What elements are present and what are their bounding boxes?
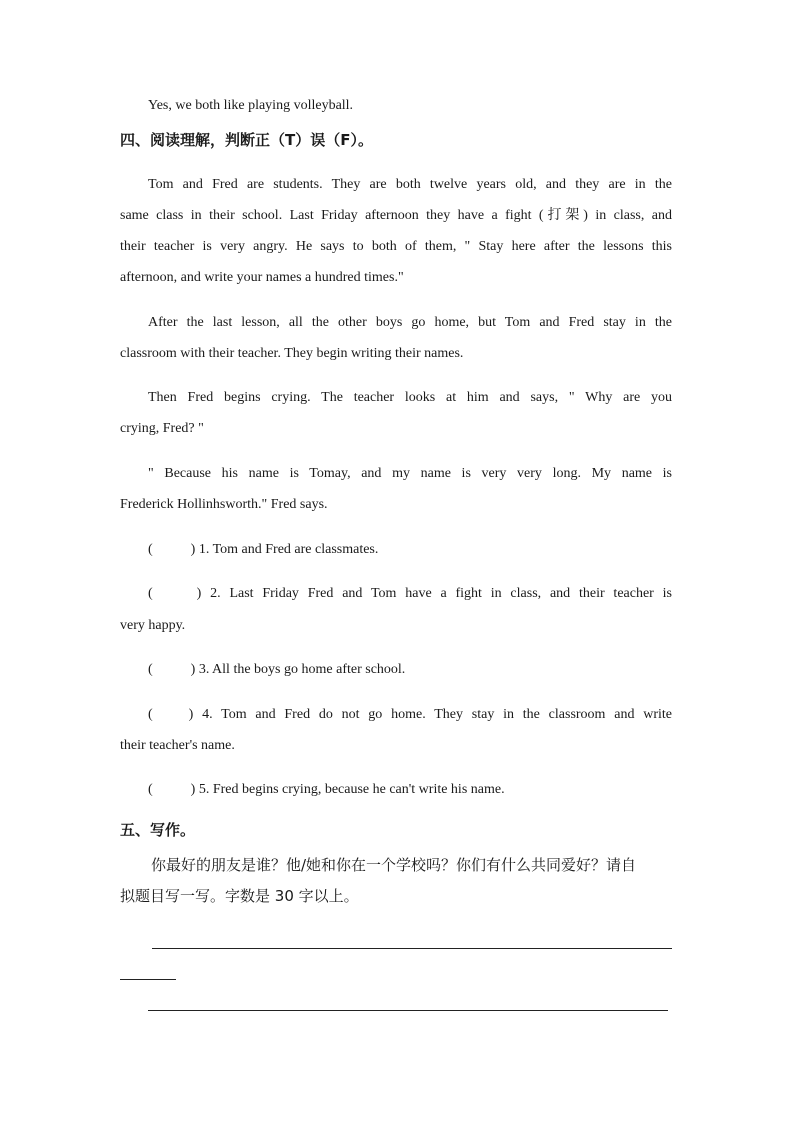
passage-line: same class in their school. Last Friday afternoon they have a fight (打架) in class, and [120,208,672,223]
question-5 [148,781,672,799]
passage-line: Then Fred begins crying. The teacher looks at him and says, " Why are you [148,390,672,405]
question-1 [148,541,672,559]
passage-line: crying, Fred? " [120,421,204,436]
passage-line: " Because his name is Tomay, and my name is very very long. My name is [148,466,672,481]
passage-line: Frederick Hollinhsworth." Fred says. [120,497,328,512]
section-5-heading: 五、写作。 [120,821,196,839]
writing-prompt-line: 拟题目写一写。字数是 30 字以上。 [120,887,359,905]
question-text-continued: very happy. [120,618,186,633]
question-3 [148,661,672,679]
answer-paren-open: ( [148,707,153,722]
passage-line: their teacher is very angry. He says to both of them, " Stay here after the lessons this [120,239,672,254]
answer-paren-open: ( [148,586,153,601]
question-text-continued: their teacher's name. [120,738,235,753]
answer-paren-open: ( [148,662,153,677]
passage-line: classroom with their teacher. They begin writing their names. [120,346,464,361]
question-text: ) 1. Tom and Fred are classmates. [190,542,379,557]
answer-paren-open: ( [148,542,153,557]
passage-line: After the last lesson, all the other boys go home, but Tom and Fred stay in the [148,315,672,330]
writing-line[interactable] [120,979,176,980]
writing-line[interactable] [148,1010,668,1011]
question-4 [148,706,672,724]
previous-answer-line: Yes, we both like playing volleyball. [148,98,354,113]
writing-prompt-line: 你最好的朋友是谁？他/她和你在一个学校吗？你们有什么共同爱好？请自 [151,856,637,874]
section-4-heading: 四、阅读理解，判断正（T）误（F）。 [120,131,373,149]
passage-line: afternoon, and write your names a hundred times." [120,270,404,285]
question-text: ) 4. Tom and Fred do not go home. They stay in the classroom and write [188,707,672,722]
question-text: ) 3. All the boys go home after school. [190,662,406,677]
question-text: ) 2. Last Friday Fred and Tom have a fight in class, and their teacher is [196,586,672,601]
passage-line: Tom and Fred are students. They are both twelve years old, and they are in the [148,177,672,192]
answer-paren-open: ( [148,782,153,797]
question-2 [148,585,672,603]
question-text: ) 5. Fred begins crying, because he can't write his name. [190,782,505,797]
writing-line[interactable] [152,948,672,949]
